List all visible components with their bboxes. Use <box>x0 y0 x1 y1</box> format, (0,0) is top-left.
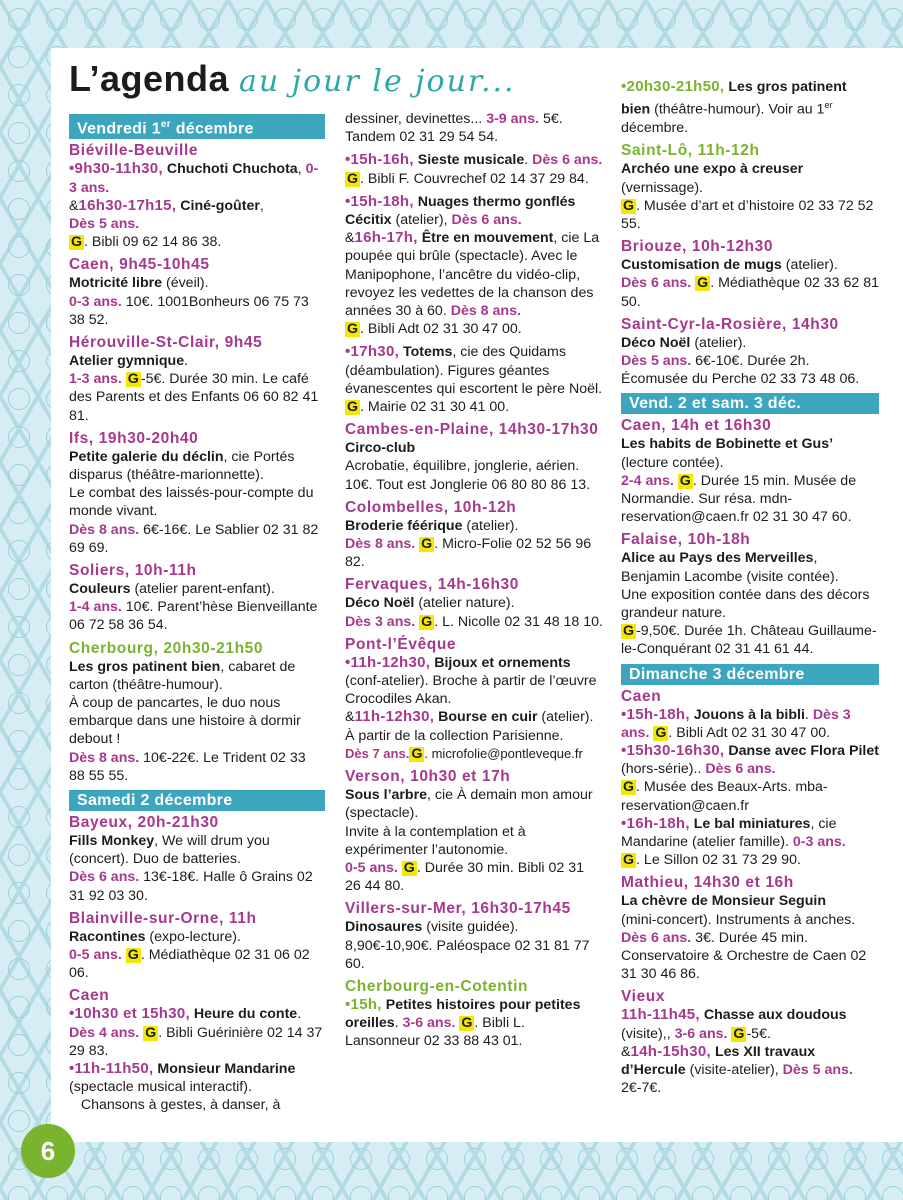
event-entry: •15h-18h, Nuages thermo gonflés Cécitix (atelier), Dès 6 ans. &16h-17h, Être en mouvement, cie La poupée qui brûle (spectacle). Avec le Manipophone, l’ancêtre du vidéo-clip, revoyez les vedettes de la chanson des années 30 à 60. Dès 8 ans. G . Bibli Adt 02 31 30 47 00. <box>345 192 600 338</box>
place-heading: Biéville-Beuville <box>69 142 199 160</box>
place-heading: Saint-Lô, 11h-12h <box>621 142 760 160</box>
event-entry: Déco Noël (atelier nature). Dès 3 ans. G . L. Nicolle 02 31 48 18 10. <box>345 595 603 630</box>
event-entry: Dinosaures (visite guidée). 8,90€-10,90€. Paléospace 02 31 81 77 60. <box>345 919 590 972</box>
place-heading: Pont-l’Évêque <box>345 635 457 653</box>
gratuit-icon: G <box>623 197 635 214</box>
event-entry: Couleurs (atelier parent-enfant). 1-4 ans. 10€. Parent’hèse Bienveillante 06 72 58 36 54. <box>69 580 318 634</box>
gratuit-icon: G <box>411 745 423 762</box>
place-heading: Cherbourg-en-Cotentin <box>345 977 529 995</box>
day-band-sunday: Dimanche 3 décembre <box>621 664 879 685</box>
gratuit-icon: G <box>623 779 635 796</box>
gratuit-icon: G <box>623 852 635 869</box>
place-heading: Verson, 10h30 et 17h <box>345 768 511 786</box>
gratuit-icon: G <box>127 947 139 964</box>
gratuit-icon: G <box>403 859 415 876</box>
gratuit-icon: G <box>347 399 359 416</box>
event-entry: Atelier gymnique. 1-3 ans. G -5€. Durée 30 min. Le café des Parents et des Enfants 06 60 82 41 81. <box>69 352 319 424</box>
event-entry: •11h-12h30, Bijoux et ornements (conf-atelier). Broche à partir de l’œuvre Crocodiles Akan. &11h-12h30, Bourse en cuir (atelier). À partir de la collection Parisienne. Dès 7 ans. G . microfolie@pontleveque.fr <box>345 653 597 762</box>
gratuit-icon: G <box>697 275 709 292</box>
place-heading: Vieux <box>621 988 666 1006</box>
column-1 <box>69 110 325 1120</box>
event-entry: •20h30-21h50, Les gros patinent bien (théâtre-humour). Voir au 1er décembre. <box>621 78 847 137</box>
page-number-badge: 6 <box>21 1124 75 1178</box>
event-entry: Sous l’arbre, cie À demain mon amour (spectacle). Invite à la contemplation et à expérimenter l’autonomie. 0-5 ans. G . Durée 30 min. Bibli 02 31 26 44 80. <box>345 787 593 895</box>
event-entry: Petite galerie du déclin, cie Portés disparus (théâtre-marionnette). Le combat des laissés-pour-compte du monde vivant. Dès 8 ans. 6€-16€. Le Sablier 02 31 82 69 69. <box>69 448 319 556</box>
event-entry: Broderie féérique (atelier). Dès 8 ans. G . Micro-Folie 02 52 56 96 82. <box>345 517 592 571</box>
place-heading: Caen, 9h45-10h45 <box>69 256 210 274</box>
event-entry: Déco Noël (atelier). Dès 5 ans. 6€-10€. Durée 2h. Écomusée du Perche 02 33 73 48 06. <box>621 334 860 388</box>
place-heading: Ifs, 19h30-20h40 <box>69 429 199 447</box>
gratuit-icon: G <box>421 613 433 630</box>
event-entry: •17h30, Totems, cie des Quidams (déambulation). Figures géantes évanescentes qui escortent le père Noël. G . Mairie 02 31 30 41 00. <box>345 343 603 416</box>
event-entry: 11h-11h45, Chasse aux doudous (visite),, 3-6 ans. G -5€. &14h-15h30, Les XII travaux d’Hercule (visite-atelier), Dès 5 ans. 2€-7€. <box>621 1006 853 1097</box>
column-3 <box>621 78 879 1102</box>
event-entry: Customisation de mugs (atelier). Dès 6 ans. G . Médiathèque 02 33 62 81 50. <box>621 257 880 310</box>
gratuit-icon: G <box>679 472 691 489</box>
gratuit-icon: G <box>71 234 83 251</box>
day-band-friday-saturday: Vend. 2 et sam. 3 déc. <box>621 393 879 414</box>
gratuit-icon: G <box>127 371 139 388</box>
gratuit-icon: G <box>347 321 359 338</box>
place-heading: Mathieu, 14h30 et 16h <box>621 874 794 892</box>
event-entry: Archéo une expo à creuser (vernissage). G . Musée d’art et d’histoire 02 33 72 52 55. <box>621 161 874 232</box>
event-entry: •9h30-11h30, Chuchoti Chuchota, 0-3 ans. &16h30-17h15, Ciné-goûter, Dès 5 ans. G . Bibli 09 62 14 86 38. <box>69 160 319 251</box>
place-heading: Blainville-sur-Orne, 11h <box>69 909 257 927</box>
title-main: L’agenda <box>69 58 230 99</box>
day-band-saturday: Samedi 2 décembre <box>69 790 325 811</box>
gratuit-icon: G <box>421 536 433 553</box>
event-entry: •15h-16h, Sieste musicale. Dès 6 ans. G . Bibli F. Couvrechef 02 14 37 29 84. <box>345 151 603 187</box>
place-heading: Briouze, 10h-12h30 <box>621 238 774 256</box>
place-heading: Cambes-en-Plaine, 14h30-17h30 <box>345 421 599 439</box>
column-2 <box>345 110 603 1056</box>
event-entry: Alice au Pays des Merveilles, Benjamin Lacombe (visite contée). Une exposition contée dans des décors grandeur nature. G -9,50€. Durée 1h. Château Guillaume-le-Conquérant 02 31 41 61 44. <box>621 550 877 658</box>
event-entry: Les habits de Bobinette et Gus’ (lecture contée). 2-4 ans. G . Durée 15 min. Musée de Normandie. Sur résa. mdn-reservation@caen.fr 02 31 30 47 60. <box>621 436 857 526</box>
event-entry: Racontines (expo-lecture). 0-5 ans. G . Médiathèque 02 31 06 02 06. <box>69 928 310 982</box>
place-heading: Hérouville-St-Clair, 9h45 <box>69 333 263 351</box>
event-entry: •10h30 et 15h30, Heure du conte. Dès 4 ans. G . Bibli Guérinière 02 14 37 29 83. •11h-11h50, Monsieur Mandarine (spectacle musical interactif). Chansons à gestes, à danser, à <box>69 1005 323 1114</box>
place-heading: Cherbourg, 20h30-21h50 <box>69 639 264 657</box>
event-entry: Fills Monkey, We will drum you (concert). Duo de batteries. Dès 6 ans. 13€-18€. Halle ô Grains 02 31 92 03 30. <box>69 833 313 904</box>
gratuit-icon: G <box>733 1025 745 1042</box>
place-heading: Villers-sur-Mer, 16h30-17h45 <box>345 900 571 918</box>
event-entry: Motricité libre (éveil). 0-3 ans. 10€. 1001Bonheurs 06 75 73 38 52. <box>69 275 309 328</box>
day-band-friday: Vendredi 1er décembre <box>69 114 325 139</box>
title-script: au jour le jour... <box>239 64 516 99</box>
gratuit-icon: G <box>623 623 635 640</box>
place-heading: Colombelles, 10h-12h <box>345 498 517 516</box>
place-heading: Caen <box>69 987 110 1005</box>
gratuit-icon: G <box>347 170 359 187</box>
event-entry: La chèvre de Monsieur Seguin (mini-concert). Instruments à anches. Dès 6 ans. 3€. Durée 45 min. Conservatoire & Orchestre de Caen 02 31 30 46 86. <box>621 893 867 983</box>
gratuit-icon: G <box>655 724 667 741</box>
event-entry: dessiner, devinettes... 3-9 ans. 5€. Tandem 02 31 29 54 54. <box>345 111 563 146</box>
place-heading: Soliers, 10h-11h <box>69 561 197 579</box>
place-heading: Falaise, 10h-18h <box>621 531 751 549</box>
place-heading: Caen, 14h et 16h30 <box>621 417 772 435</box>
place-heading: Bayeux, 20h-21h30 <box>69 814 219 832</box>
page-title <box>69 58 516 102</box>
event-entry: •15h, Petites histoires pour petites oreilles. 3-6 ans. G . Bibli L. Lansonneur 02 33 88 43 01. <box>345 995 581 1050</box>
place-heading: Saint-Cyr-la-Rosière, 14h30 <box>621 315 839 333</box>
event-entry: Les gros patinent bien, cabaret de carton (théâtre-humour). À coup de pancartes, le duo nous embarque dans une histoire à dormir debout ! Dès 8 ans. 10€-22€. Le Trident 02 33 88 55 55. <box>69 658 306 784</box>
gratuit-icon: G <box>145 1024 157 1041</box>
event-entry: •15h-18h, Jouons à la bibli. Dès 3 ans. G . Bibli Adt 02 31 30 47 00. •15h30-16h30, Danse avec Flora Pilet (hors-série).. Dès 6 ans. G . Musée des Beaux-Arts. mba-reservation@caen.fr •16h-18h, Le bal miniatures, cie Mandarine (atelier famille). 0-3 ans. G . Le Sillon 02 31 73 29 90. <box>621 705 879 869</box>
place-heading: Caen <box>621 687 662 705</box>
gratuit-icon: G <box>461 1015 473 1032</box>
event-entry: Circo-club Acrobatie, équilibre, jonglerie, aérien. 10€. Tout est Jonglerie 06 80 80 86 13. <box>345 440 591 493</box>
place-heading: Fervaques, 14h-16h30 <box>345 576 519 594</box>
